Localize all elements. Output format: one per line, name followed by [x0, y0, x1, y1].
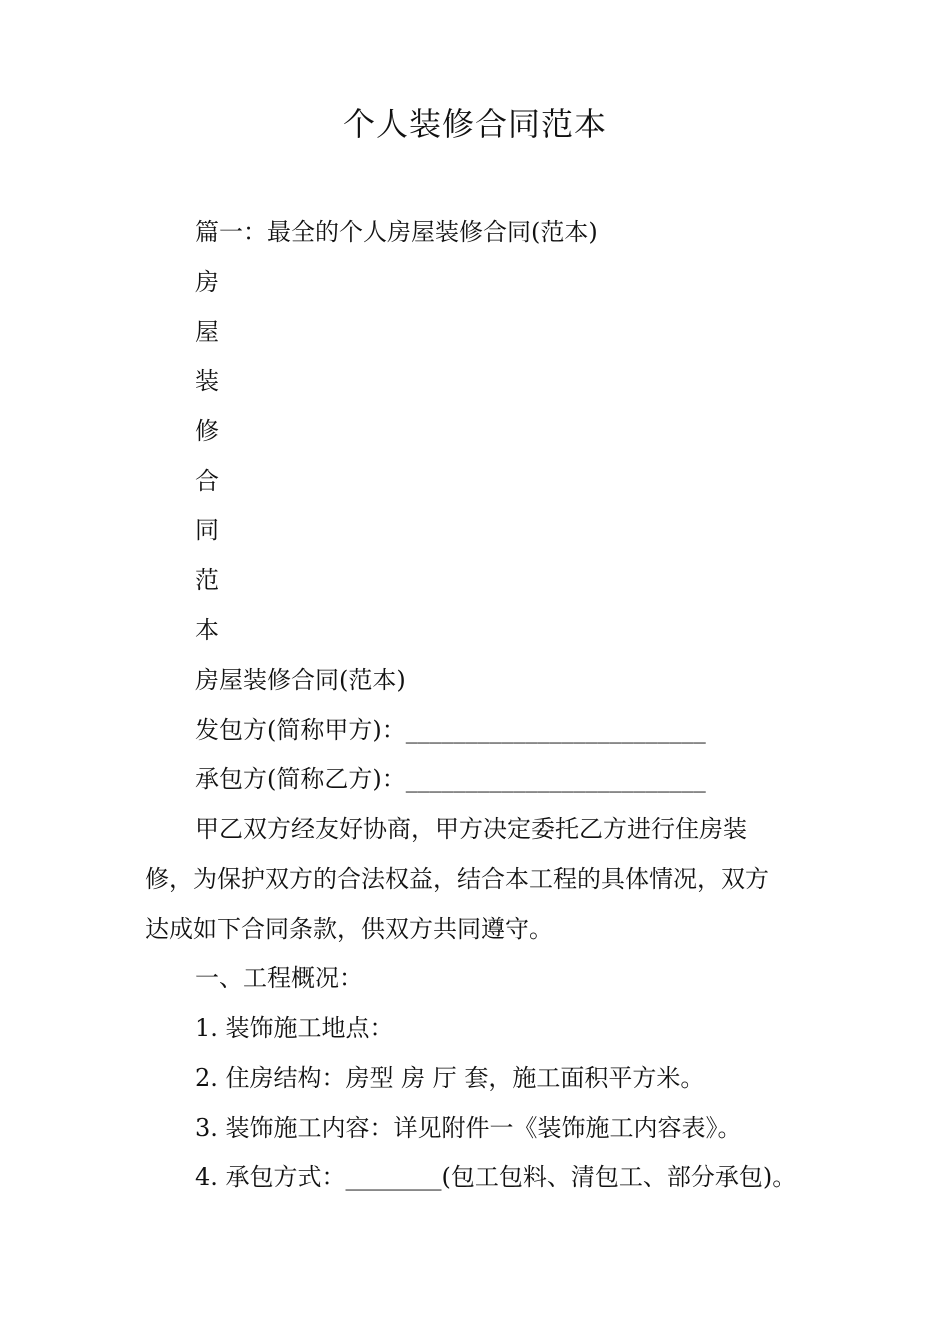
vertical-char: 修 [195, 417, 219, 445]
document-title: 个人装修合同范本 [342, 105, 607, 143]
intro-paragraph-line: 修，为保护双方的合法权益，结合本工程的具体情况，双方 [145, 865, 769, 893]
vertical-char: 范 [195, 566, 219, 594]
section-heading: 篇一：最全的个人房屋装修合同(范本) [195, 218, 598, 246]
list-item: 3. 装饰施工内容：详见附件一《装饰施工内容表》。 [195, 1114, 742, 1142]
party-a-line: 发包方(简称甲方)：_________________________ [195, 716, 706, 744]
vertical-char: 同 [195, 516, 219, 544]
vertical-char: 装 [195, 367, 219, 395]
list-item: 1. 装饰施工地点： [195, 1014, 394, 1042]
vertical-char: 合 [195, 467, 219, 495]
list-item: 2. 住房结构：房型 房 厅 套，施工面积平方米。 [195, 1064, 705, 1092]
list-item: 4. 承包方式：________(包工包料、清包工、部分承包)。 [195, 1163, 797, 1191]
intro-paragraph-line: 甲乙双方经友好协商，甲方决定委托乙方进行住房装 [195, 815, 747, 843]
party-b-line: 承包方(简称乙方)：_________________________ [195, 765, 706, 793]
intro-paragraph-line: 达成如下合同条款，供双方共同遵守。 [145, 915, 553, 943]
vertical-char: 房 [195, 268, 219, 296]
vertical-char: 本 [195, 616, 219, 644]
section-one-heading: 一、工程概况： [195, 964, 363, 992]
vertical-char: 屋 [195, 318, 219, 346]
contract-subtitle: 房屋装修合同(范本) [195, 666, 406, 694]
